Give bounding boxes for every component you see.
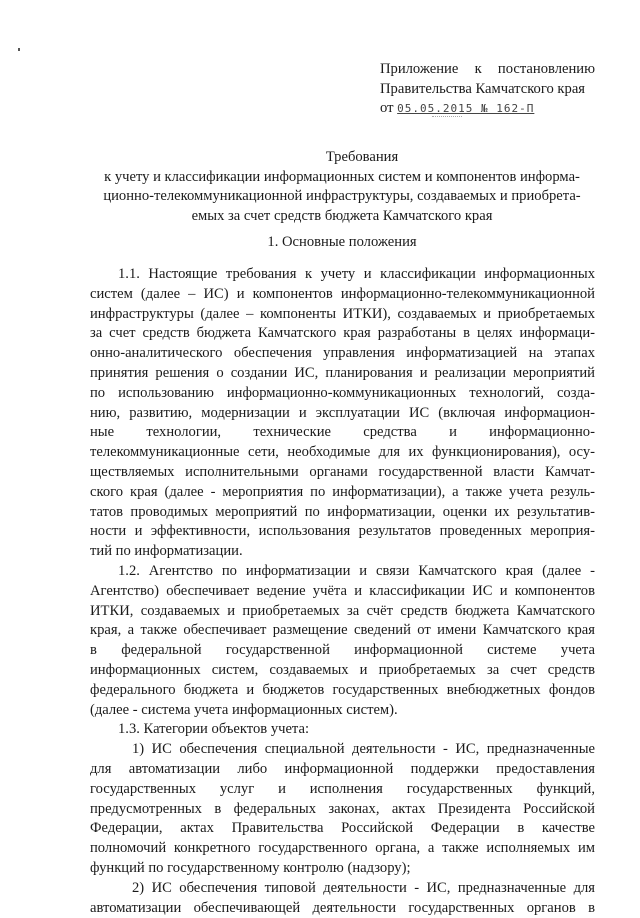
list-item-line: 1) ИС обеспечения специальной деятельности - ИС, предназначенные <box>90 740 595 760</box>
title-line: ционно-телекоммуникационной инфраструктуры, создаваемых и приобрета- <box>82 187 602 207</box>
list-item-line: предусмотренных в федеральных законах, актах Президента Российской <box>90 800 595 820</box>
paragraph-line: по использованию информационно-коммуникационных технологий, созда- <box>90 384 595 404</box>
paragraph-line: 1.2. Агентство по информатизации и связи Камчатского края (далее - <box>90 562 595 582</box>
paragraph-line: федерального бюджета и бюджетов государственных внебюджетных фондов <box>90 681 595 701</box>
section-title: 1. Основные положения <box>82 234 602 251</box>
scan-mark <box>18 48 20 51</box>
approval-word: к <box>475 60 482 80</box>
word: исполнения <box>310 780 383 800</box>
word: государственных <box>407 780 513 800</box>
approval-line-3 <box>380 99 595 119</box>
title-heading: Требования <box>122 148 602 168</box>
paragraph-line: 1.3. Категории объектов учета: <box>90 720 595 740</box>
paragraph-line: ИТКИ, создаваемых и приобретаемых за счёт средств бюджета Камчатского <box>90 602 595 622</box>
word: и <box>449 423 457 443</box>
faint-stamp-mark <box>432 116 462 121</box>
paragraph-line: 1.1. Настоящие требования к учету и классификации информационных <box>90 265 595 285</box>
paragraph-line: принятия решения о создании ИС, планирования и реализации мероприятий <box>90 364 595 384</box>
paragraph-line: (далее - система учета информационных систем). <box>90 701 595 721</box>
word: учета <box>561 641 595 661</box>
document-title <box>82 148 602 226</box>
word: в <box>90 641 97 661</box>
document-body <box>90 265 595 918</box>
list-item-line <box>90 780 595 800</box>
word: услуг <box>220 780 254 800</box>
approval-word: постановлению <box>498 60 595 80</box>
title-line: к учету и классификации информационных систем и компонентов информа- <box>82 168 602 188</box>
paragraph-line: нию, развитию, модернизации и эксплуатации ИС (включая информацион- <box>90 404 595 424</box>
list-item-line: для автоматизации либо информационной поддержки предоставления <box>90 760 595 780</box>
paragraph-line <box>90 641 595 661</box>
approval-date-number: 05.05.2015 № 162-П <box>397 102 534 115</box>
word: и <box>278 780 286 800</box>
paragraph-line: края, а также обеспечивает размещение сведений от имени Камчатского края <box>90 621 595 641</box>
word: ные <box>90 423 114 443</box>
list-item-line: Федерации, актах Правительства Российской Федерации в качестве <box>90 819 595 839</box>
approval-line-1 <box>380 60 595 80</box>
word: средства <box>363 423 417 443</box>
word: государственных <box>90 780 196 800</box>
paragraph-line: ского края (далее - мероприятия по информатизации), а также учета резуль- <box>90 483 595 503</box>
word: информационной <box>354 641 463 661</box>
paragraph-line <box>90 423 595 443</box>
paragraph-line: за счет средств бюджета Камчатского края разработаны в целях информаци- <box>90 324 595 344</box>
paragraph-line: онно-аналитического обеспечения управления информатизацией на этапах <box>90 344 595 364</box>
title-line: емых за счет средств бюджета Камчатского края <box>82 207 602 227</box>
word: технологии, <box>146 423 221 443</box>
paragraph-line: систем (далее – ИС) и компонентов информационно-телекоммуникационной <box>90 285 595 305</box>
word: федеральной <box>121 641 201 661</box>
list-item-line: автоматизации обеспечивающей деятельности государственных органов в <box>90 899 595 918</box>
paragraph-line: тий по информатизации. <box>90 542 595 562</box>
list-item-line: 2) ИС обеспечения типовой деятельности - ИС, предназначенные для <box>90 879 595 899</box>
paragraph-line: Агентство) обеспечивает ведение учёта и классификации ИС и компонентов <box>90 582 595 602</box>
paragraph-line: инфраструктуры (далее – компоненты ИТКИ), создаваемых и приобретаемых <box>90 305 595 325</box>
word: технические <box>253 423 331 443</box>
approval-block <box>380 60 595 119</box>
word: информационно- <box>489 423 595 443</box>
paragraph-line: татов проводимых мероприятий по информатизации, оценки их результатив- <box>90 503 595 523</box>
list-item-line: полномочий конкретного государственного органа, а также исполняемых им <box>90 839 595 859</box>
word: системе <box>487 641 536 661</box>
paragraph-line: ществляемых исполнительными органами государственной власти Камчат- <box>90 463 595 483</box>
list-item-line: функций по государственному контролю (надзору); <box>90 859 595 879</box>
word: государственной <box>226 641 330 661</box>
approval-line-2: Правительства Камчатского края <box>380 80 595 100</box>
paragraph-line: информационных систем, создаваемых и приобретаемых за счет средств <box>90 661 595 681</box>
approval-word: Приложение <box>380 60 458 80</box>
approval-prefix: от <box>380 100 393 116</box>
paragraph-line: ности и эффективности, использования результатов проведенных мероприя- <box>90 522 595 542</box>
word: функций, <box>537 780 595 800</box>
paragraph-line: телекоммуникационные сети, необходимые для их функционирования), осу- <box>90 443 595 463</box>
